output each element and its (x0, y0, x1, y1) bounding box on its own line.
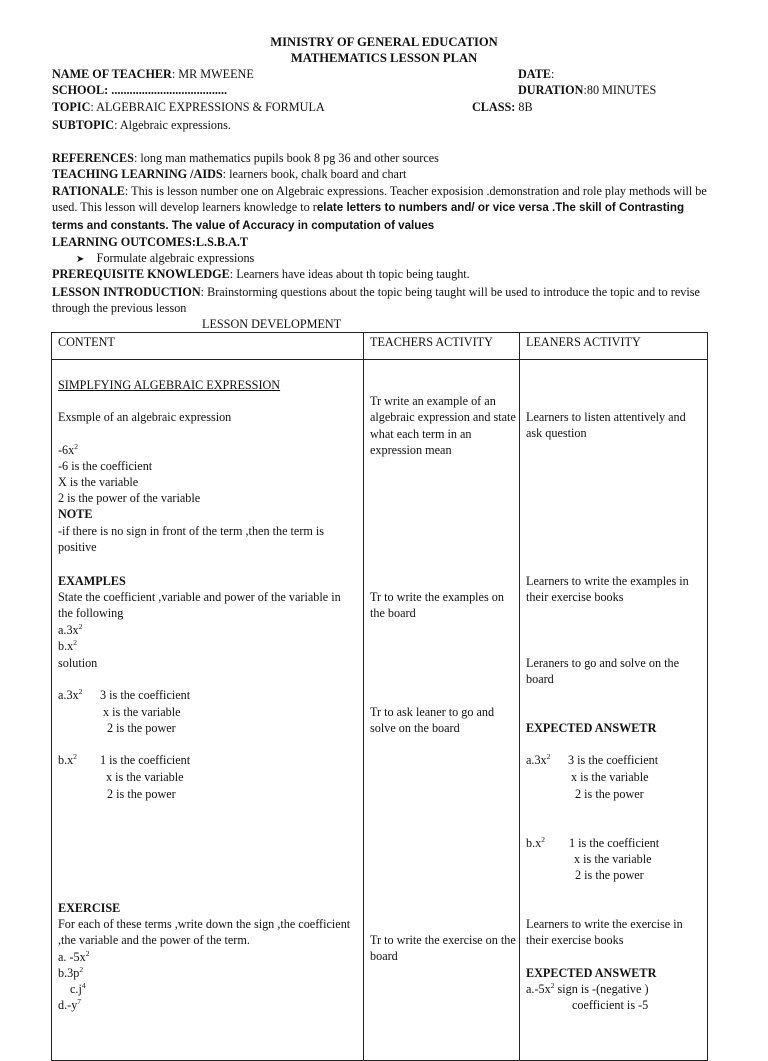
learner-activity-4: Learners to write the exercise in their exercise books (526, 917, 683, 948)
power-text: 2 is the power of the variable (58, 491, 201, 505)
school-value: ...................................... (108, 83, 228, 97)
exercise-a-exponent: 2 (85, 949, 90, 958)
lesson-plan-title: MATHEMATICS LESSON PLAN (290, 51, 478, 65)
topic-label: TOPIC (52, 100, 91, 114)
exercise-c-exponent: 4 (81, 981, 86, 990)
coefficient-text: -6 is the coefficient (58, 459, 153, 473)
expected-a-variable: x is the variable (571, 770, 649, 784)
exercise-a (58, 949, 90, 965)
example-b-base: b.x (58, 639, 74, 653)
content-cell (52, 360, 364, 1061)
arrow-bullet-icon: ➤ (76, 254, 85, 265)
solution-a-coefficient: 3 is the coefficient (100, 688, 191, 702)
duration-line (518, 82, 656, 98)
teacher-activity-cell (364, 360, 520, 1061)
class-line (472, 99, 533, 115)
content-heading: SIMPLFYING ALGEBRAIC EXPRESSION (58, 378, 281, 392)
school-line (52, 82, 227, 98)
expected-exercise-a-coefficient: coefficient is -5 (572, 998, 649, 1012)
exercise-c-base: c.j (70, 982, 82, 996)
solution-b-variable: x is the variable (106, 770, 184, 784)
expected-answer-label-2: EXPECTED ANSWETR (526, 966, 657, 980)
learner-activity-2: Learners to write the examples in their exercise books (526, 574, 689, 605)
expected-a-coefficient: 3 is the coefficient (568, 753, 659, 767)
exercise-c (70, 981, 86, 997)
example-b-exponent: 2 (73, 638, 77, 647)
content-header: CONTENT (52, 333, 364, 360)
rationale-paragraph (52, 183, 718, 234)
exercise-d-exponent: 7 (77, 997, 82, 1006)
examples-label: EXAMPLES (58, 574, 126, 588)
date-line (518, 66, 554, 82)
rationale-label: RATIONALE (52, 184, 125, 198)
duration-label: DURATION (518, 83, 584, 97)
exercise-b-base: b.3p (58, 966, 80, 980)
learners-activity-header: LEANERS ACTIVITY (520, 333, 708, 360)
example-b (58, 638, 77, 654)
rationale-text: : This is lesson number one on Algebraic expressions. Teacher exposision .demonstration and role play methods will be used. This lesson will develop learners knowledge to r (52, 184, 707, 215)
teacher-activity-1: Tr write an example of an algebraic expression and state what each term in an expression mean (370, 394, 516, 458)
date-label: DATE (518, 67, 551, 81)
solution-b-coefficient: 1 is the coefficient (100, 753, 191, 767)
example-intro: Exsmple of an algebraic expression (58, 410, 232, 424)
expected-b-base: b.x (526, 836, 542, 850)
aids-value: : learners book, chalk board and chart (222, 167, 407, 181)
development-title: LESSON DEVELOPMENT (202, 317, 342, 331)
introduction-label: LESSON INTRODUCTION (52, 285, 201, 299)
expected-exercise-a-exponent: 2 (550, 981, 555, 990)
exercise-b (58, 965, 83, 981)
introduction-value: : Brainstorming questions about the topic being taught will be used to introduce the topic and to revise through the previous lesson (52, 285, 700, 316)
expected-exercise-a-sign: sign is -(negative ) (554, 982, 649, 996)
aids-line (52, 166, 406, 182)
learner-activity-3: Leraners to go and solve on the board (526, 656, 679, 687)
solution-b-term (58, 752, 77, 768)
expected-b-term (526, 835, 545, 851)
exercise-d-base: d.-y (58, 998, 78, 1012)
learner-activity-1: Learners to listen attentively and ask question (526, 410, 686, 441)
solution-a-variable: x is the variable (103, 705, 181, 719)
class-value: 8B (515, 100, 533, 114)
expected-a-base: a.3x (526, 753, 547, 767)
outcomes-label: LEARNING OUTCOMES:L.S.B.A.T (52, 235, 249, 249)
topic-value: : ALGEBRAIC EXPRESSIONS & FORMULA (90, 100, 325, 114)
outcome-text: Formulate algebraic expressions (96, 251, 255, 265)
solution-b-base: b.x (58, 753, 74, 767)
term-exponent: 2 (74, 442, 78, 451)
date-value: : (550, 67, 555, 81)
exercise-d (58, 997, 81, 1013)
solution-a-base: a.3x (58, 688, 79, 702)
solution-a-term (58, 687, 82, 703)
duration-value: :80 MINUTES (583, 83, 657, 97)
references-label: REFERENCES (52, 151, 134, 165)
expected-exercise-a-base: a.-5x (526, 982, 551, 996)
note-label: NOTE (58, 507, 93, 521)
references-value: : long man mathematics pupils book 8 pg 36 and other sources (133, 151, 439, 165)
exercise-label: EXERCISE (58, 901, 121, 915)
examples-text: State the coefficient ,variable and power of the variable in the following (58, 590, 341, 621)
table-header-row (52, 333, 708, 360)
expected-exercise-a (526, 981, 649, 997)
solution-a-exponent: 2 (78, 687, 83, 696)
expected-a-power: 2 is the power (575, 787, 644, 801)
teachers-activity-header: TEACHERS ACTIVITY (364, 333, 520, 360)
teacher-activity-3: Tr to ask leaner to go and solve on the board (370, 705, 495, 736)
ministry-heading: MINISTRY OF GENERAL EDUCATION (270, 35, 498, 49)
teacher-value: : MR MWEENE (171, 67, 254, 81)
example-a-exponent: 2 (78, 622, 83, 631)
subtopic-line (52, 117, 231, 133)
expected-b-exponent: 2 (541, 835, 545, 844)
exercise-a-base: a. -5x (58, 950, 86, 964)
introduction-paragraph (52, 284, 718, 317)
topic-line (52, 99, 325, 115)
subtopic-value: : Algebraic expressions. (114, 118, 231, 132)
expected-b-variable: x is the variable (574, 852, 652, 866)
example-term (58, 442, 78, 458)
solution-a-power: 2 is the power (107, 721, 176, 735)
term-base: -6x (58, 443, 75, 457)
class-label: CLASS: (472, 100, 516, 114)
teacher-line (52, 66, 254, 82)
outcomes-heading (52, 234, 248, 250)
solution-b-exponent: 2 (73, 752, 77, 761)
example-a (58, 622, 82, 638)
prerequisite-line (52, 266, 470, 282)
exercise-text: For each of these terms ,write down the sign ,the coefficient ,the variable and the power of the term. (58, 917, 351, 948)
expected-answer-label: EXPECTED ANSWETR (526, 721, 657, 735)
aids-label: TEACHING LEARNING /AIDS (52, 167, 223, 181)
references-line (52, 150, 439, 166)
school-label: SCHOOL: (52, 83, 109, 97)
example-a-base: a.3x (58, 623, 79, 637)
solution-b-power: 2 is the power (107, 787, 176, 801)
teacher-label: NAME OF TEACHER (52, 67, 172, 81)
subtopic-label: SUBTOPIC (52, 118, 115, 132)
teacher-activity-2: Tr to write the examples on the board (370, 590, 504, 621)
expected-a-exponent: 2 (546, 752, 551, 761)
prerequisite-label: PREREQUISITE KNOWLEDGE (52, 267, 230, 281)
learner-activity-cell (520, 360, 708, 1061)
rationale-bold-text: elate letters to numbers and/ or vice versa .The skill of Contrasting terms and constants. The value of Accuracy in computation of values (52, 201, 685, 232)
table-body-row (52, 360, 708, 1061)
expected-b-coefficient: 1 is the coefficient (569, 836, 660, 850)
lesson-development-table (51, 332, 708, 1061)
note-text: -if there is no sign in front of the term ,then the term is positive (58, 524, 325, 555)
expected-a-term (526, 752, 550, 768)
teacher-activity-4: Tr to write the exercise on the board (370, 933, 516, 964)
prerequisite-value: : Learners have ideas about th topic being taught. (229, 267, 470, 281)
exercise-b-exponent: 2 (79, 965, 84, 974)
solution-label: solution (58, 656, 98, 670)
variable-text: X is the variable (58, 475, 139, 489)
expected-b-power: 2 is the power (575, 868, 644, 882)
